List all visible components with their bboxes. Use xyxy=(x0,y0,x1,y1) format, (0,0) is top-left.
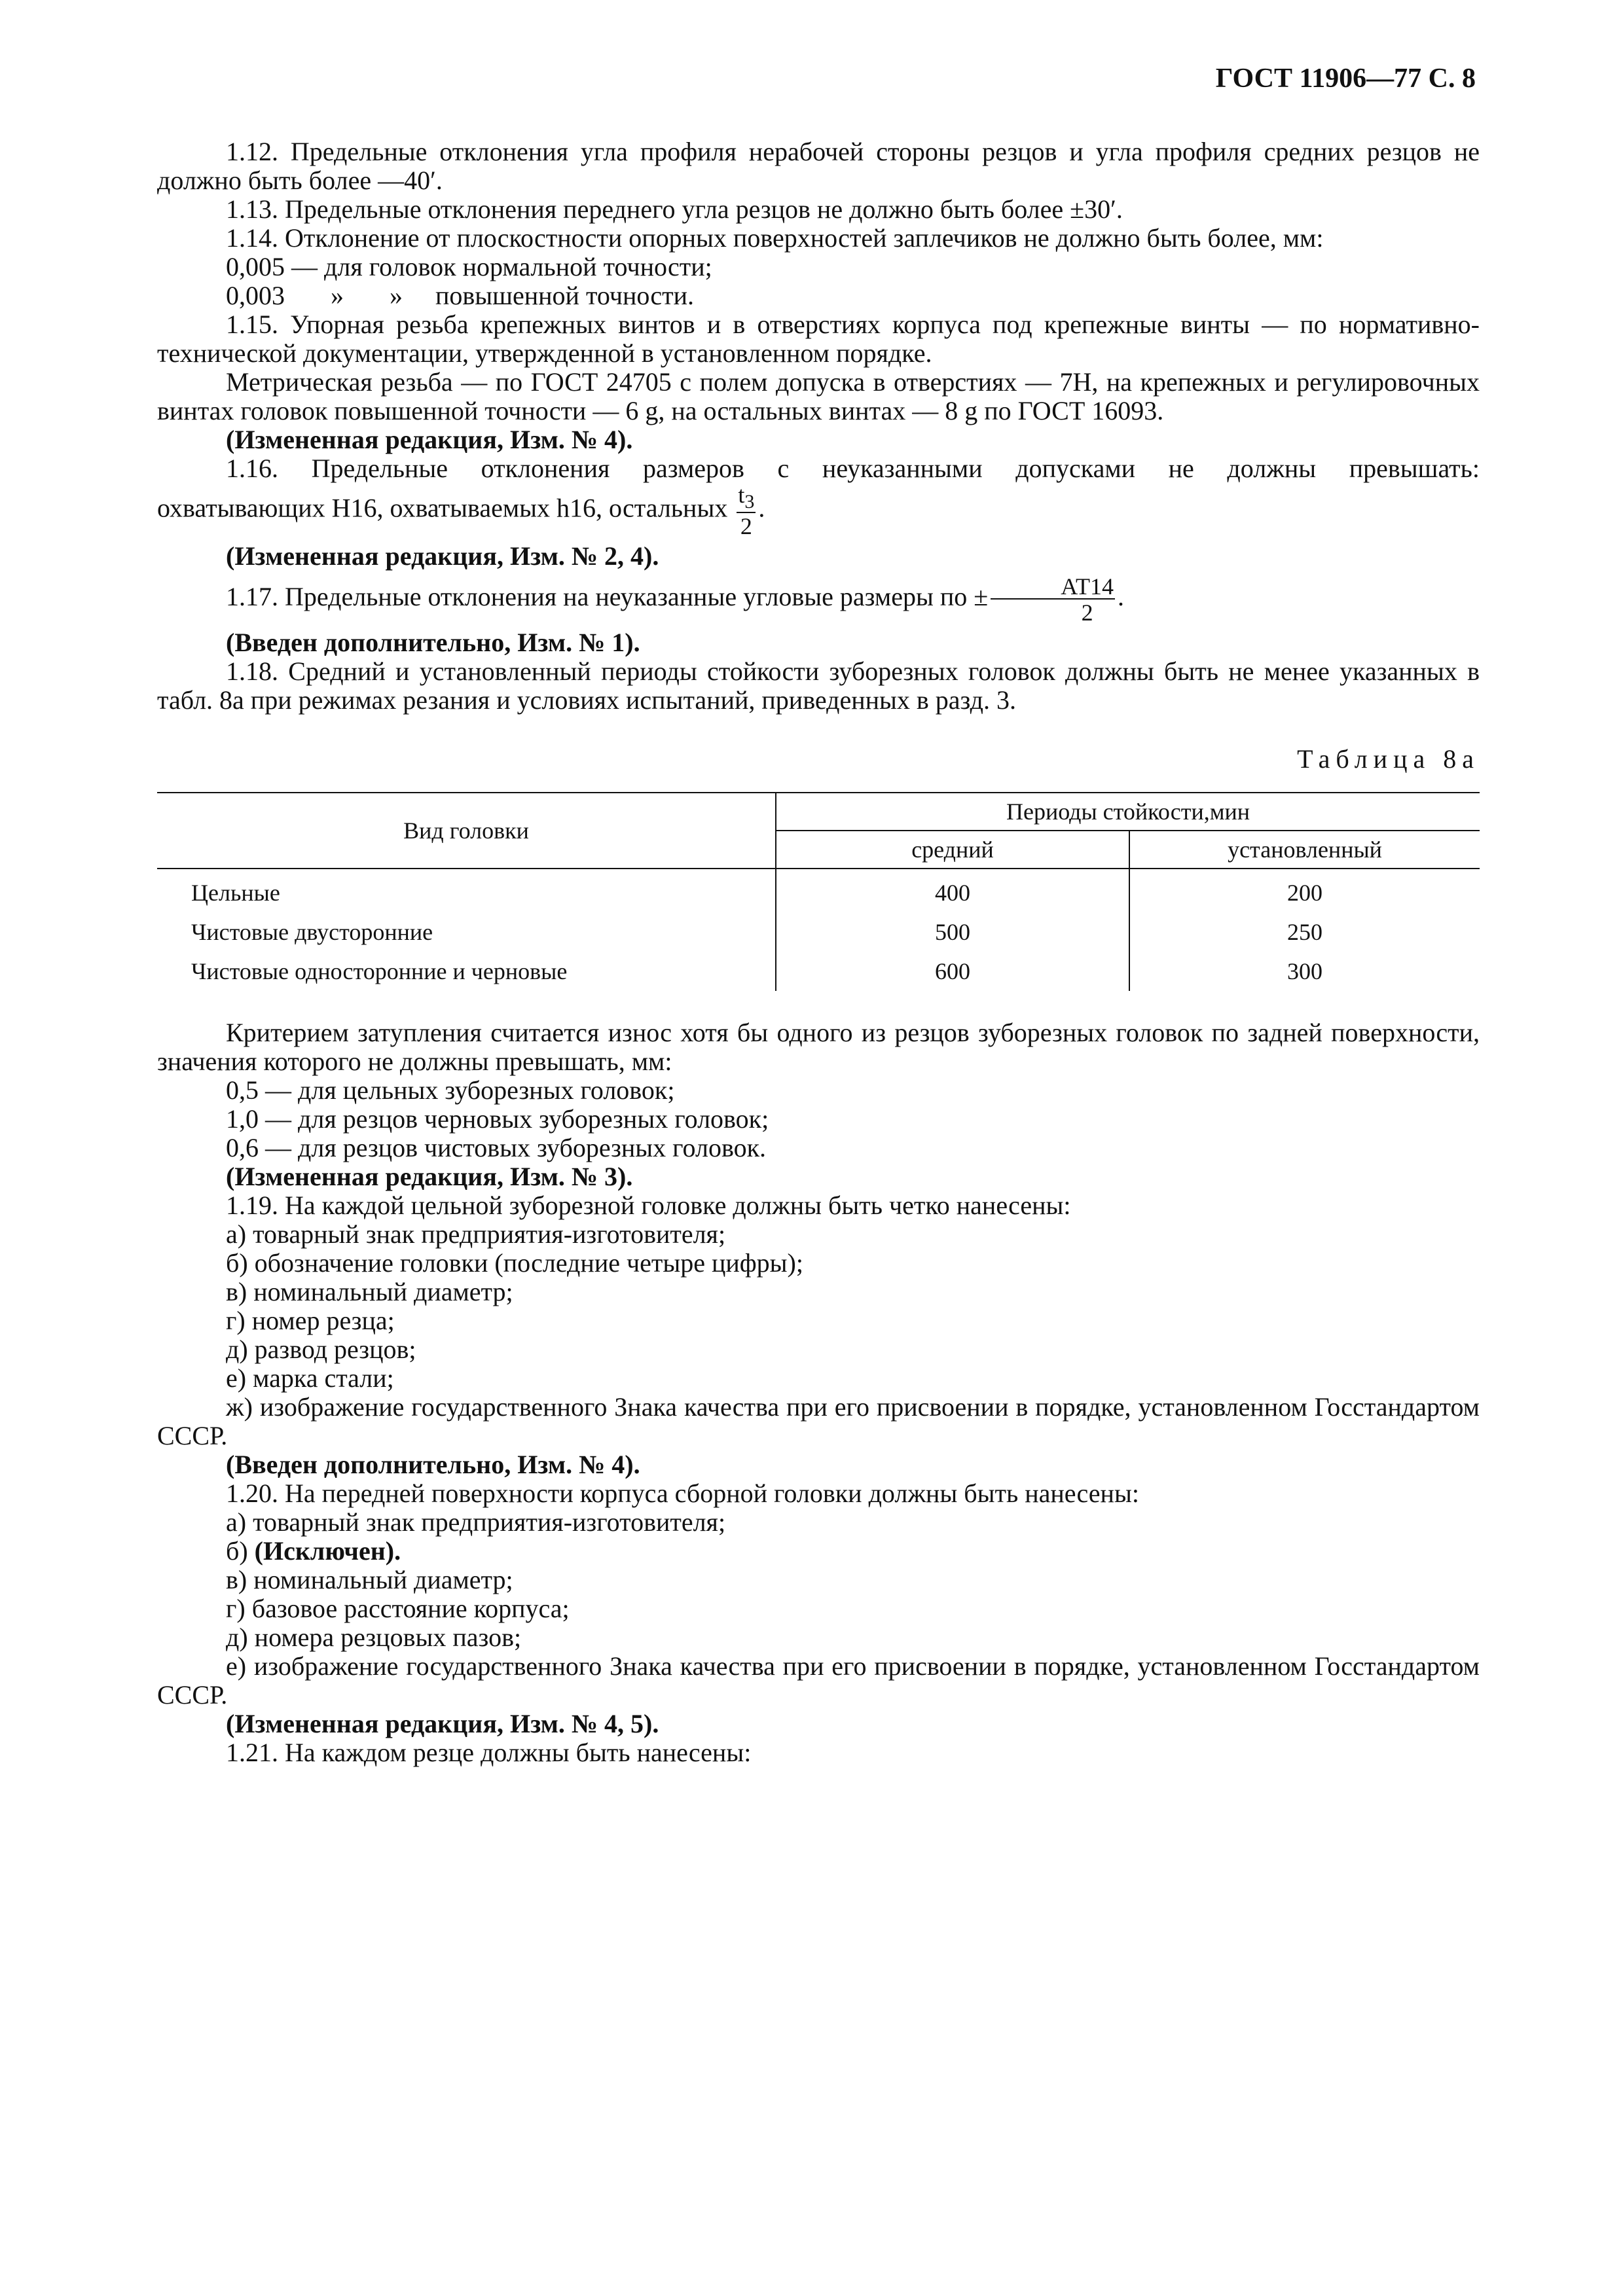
row-set: 300 xyxy=(1129,952,1480,991)
header-average: средний xyxy=(776,831,1129,869)
clause-1-18: 1.18. Средний и установленный периоды стойкости зуборезных головок должны быть не менее указанных в табл. 8а при режимах резания и условиях испытаний, приведенных в разд. 3. xyxy=(157,656,1480,715)
table-caption: Таблица 8а xyxy=(1297,744,1480,774)
page-header: ГОСТ 11906—77 С. 8 xyxy=(1215,63,1476,94)
header-type: Вид головки xyxy=(157,793,776,869)
clause-1-14-item-a: 0,005 — для головок нормальной точности; xyxy=(226,252,712,281)
marking-item: г) базовое расстояние корпуса; xyxy=(226,1594,570,1624)
item-letter: б) xyxy=(226,1536,255,1566)
period: . xyxy=(1118,582,1125,612)
table-8a xyxy=(157,792,1480,991)
fraction-numerator xyxy=(737,483,756,513)
marking-item: г) номер резца; xyxy=(226,1306,395,1336)
marking-item: ж) изображение государственного Знака качества при его присвоении в порядке, установленном Госстандартом СССР. xyxy=(157,1392,1480,1451)
clause-1-16-line2 xyxy=(157,483,1480,538)
clause-1-12: 1.12. Предельные отклонения угла профиля нерабочей стороны резцов и угла профиля средних резцов не должно быть более —40′. xyxy=(157,137,1480,195)
amendment-note: (Измененная редакция, Изм. № 4, 5). xyxy=(226,1709,659,1739)
clause-1-19: 1.19. На каждой цельной зуборезной головке должны быть четко нанесены: xyxy=(226,1191,1071,1221)
marking-item xyxy=(157,1537,1480,1566)
fraction-numerator: АТ14 xyxy=(991,575,1115,600)
clause-1-21: 1.21. На каждом резце должны быть нанесены: xyxy=(226,1738,752,1768)
row-average: 400 xyxy=(776,869,1129,912)
row-set: 200 xyxy=(1129,869,1480,912)
amendment-note: (Введен дополнительно, Изм. № 4). xyxy=(226,1450,640,1480)
marking-item: а) товарный знак предприятия-изготовителя; xyxy=(226,1507,726,1537)
row-set: 250 xyxy=(1129,912,1480,952)
row-name: Чистовые двусторонние xyxy=(191,919,433,946)
fraction-subscript: 3 xyxy=(744,491,755,513)
metric-thread-paragraph: Метрическая резьба — по ГОСТ 24705 с полем допуска в отверстиях — 7Н, на крепежных и регулировочных винтах головок повышенной точности — 6 g, на остальных винтах — 8 g по ГОСТ 16093. xyxy=(157,367,1480,425)
table-row xyxy=(157,952,1480,991)
criterion-item: 1,0 — для резцов черновых зуборезных головок; xyxy=(226,1104,769,1134)
marking-item: б) обозначение головки (последние четыре цифры); xyxy=(226,1248,803,1278)
document-body xyxy=(157,137,1480,1767)
criterion-paragraph: Критерием затупления считается износ хотя бы одного из резцов зуборезных головок по задней поверхности, значения которого не должны превышать, мм: xyxy=(157,1018,1480,1077)
fraction-denominator: 2 xyxy=(740,513,752,540)
marking-item: в) номинальный диаметр; xyxy=(226,1565,513,1595)
clause-1-16-line1: 1.16. Предельные отклонения размеров с неуказанными допусками не должны превышать: xyxy=(226,454,1480,483)
clause-1-13: 1.13. Предельные отклонения переднего угла резцов не должно быть более ±30′. xyxy=(226,194,1123,224)
amendment-note: (Измененная редакция, Изм. № 4). xyxy=(226,425,633,454)
clause-1-14: 1.14. Отклонение от плоскостности опорных поверхностей заплечиков не должно быть более, мм: xyxy=(226,223,1324,253)
fraction-denominator: 2 xyxy=(1081,600,1093,626)
marking-item: е) изображение государственного Знака качества при его присвоении в порядке, установленном Госстандартом СССР. xyxy=(157,1651,1480,1710)
clause-1-15: 1.15. Упорная резьба крепежных винтов и в отверстиях корпуса под крепежные винты — по нормативно-технической документации, утвержденной в установленном порядке. xyxy=(157,310,1480,368)
clause-1-20: 1.20. На передней поверхности корпуса сборной головки должны быть нанесены: xyxy=(226,1479,1139,1509)
clause-1-14-item-b: 0,003 » » повышенной точности. xyxy=(226,281,695,310)
marking-item: е) марка стали; xyxy=(226,1363,394,1393)
fraction-t: t xyxy=(738,482,745,508)
clause-1-17 xyxy=(157,575,1480,624)
marking-item: д) развод резцов; xyxy=(226,1335,416,1365)
marking-item: д) номера резцовых пазов; xyxy=(226,1623,522,1653)
marking-item: а) товарный знак предприятия-изготовителя; xyxy=(226,1219,726,1249)
header-set: установленный xyxy=(1129,831,1480,869)
table-row xyxy=(157,869,1480,912)
period: . xyxy=(758,493,765,523)
row-average: 600 xyxy=(776,952,1129,991)
criterion-item: 0,6 — для резцов чистовых зуборезных головок. xyxy=(226,1133,767,1163)
marking-item: в) номинальный диаметр; xyxy=(226,1277,513,1307)
amendment-note: (Введен дополнительно, Изм. № 1). xyxy=(226,628,640,658)
clause-1-17-text: 1.17. Предельные отклонения на неуказанные угловые размеры по ± xyxy=(226,582,989,612)
amendment-note: (Измененная редакция, Изм. № 2, 4). xyxy=(226,541,659,571)
row-average: 500 xyxy=(776,912,1129,952)
amendment-note: (Измененная редакция, Изм. № 3). xyxy=(226,1162,633,1192)
clause-1-16-text: охватывающих Н16, охватываемых h16, остальных xyxy=(157,493,728,523)
fraction-t3-over-2 xyxy=(737,483,756,538)
table-row xyxy=(157,912,1480,952)
excluded-note: (Исключен). xyxy=(254,1536,401,1566)
fraction-at14-over-2 xyxy=(991,575,1115,624)
row-name: Цельные xyxy=(191,880,280,906)
row-name: Чистовые односторонние и черновые xyxy=(191,958,568,985)
criterion-item: 0,5 — для цельных зуборезных головок; xyxy=(226,1075,675,1105)
spacer xyxy=(157,991,1480,1018)
header-periods: Периоды стойкости,мин xyxy=(776,793,1480,831)
